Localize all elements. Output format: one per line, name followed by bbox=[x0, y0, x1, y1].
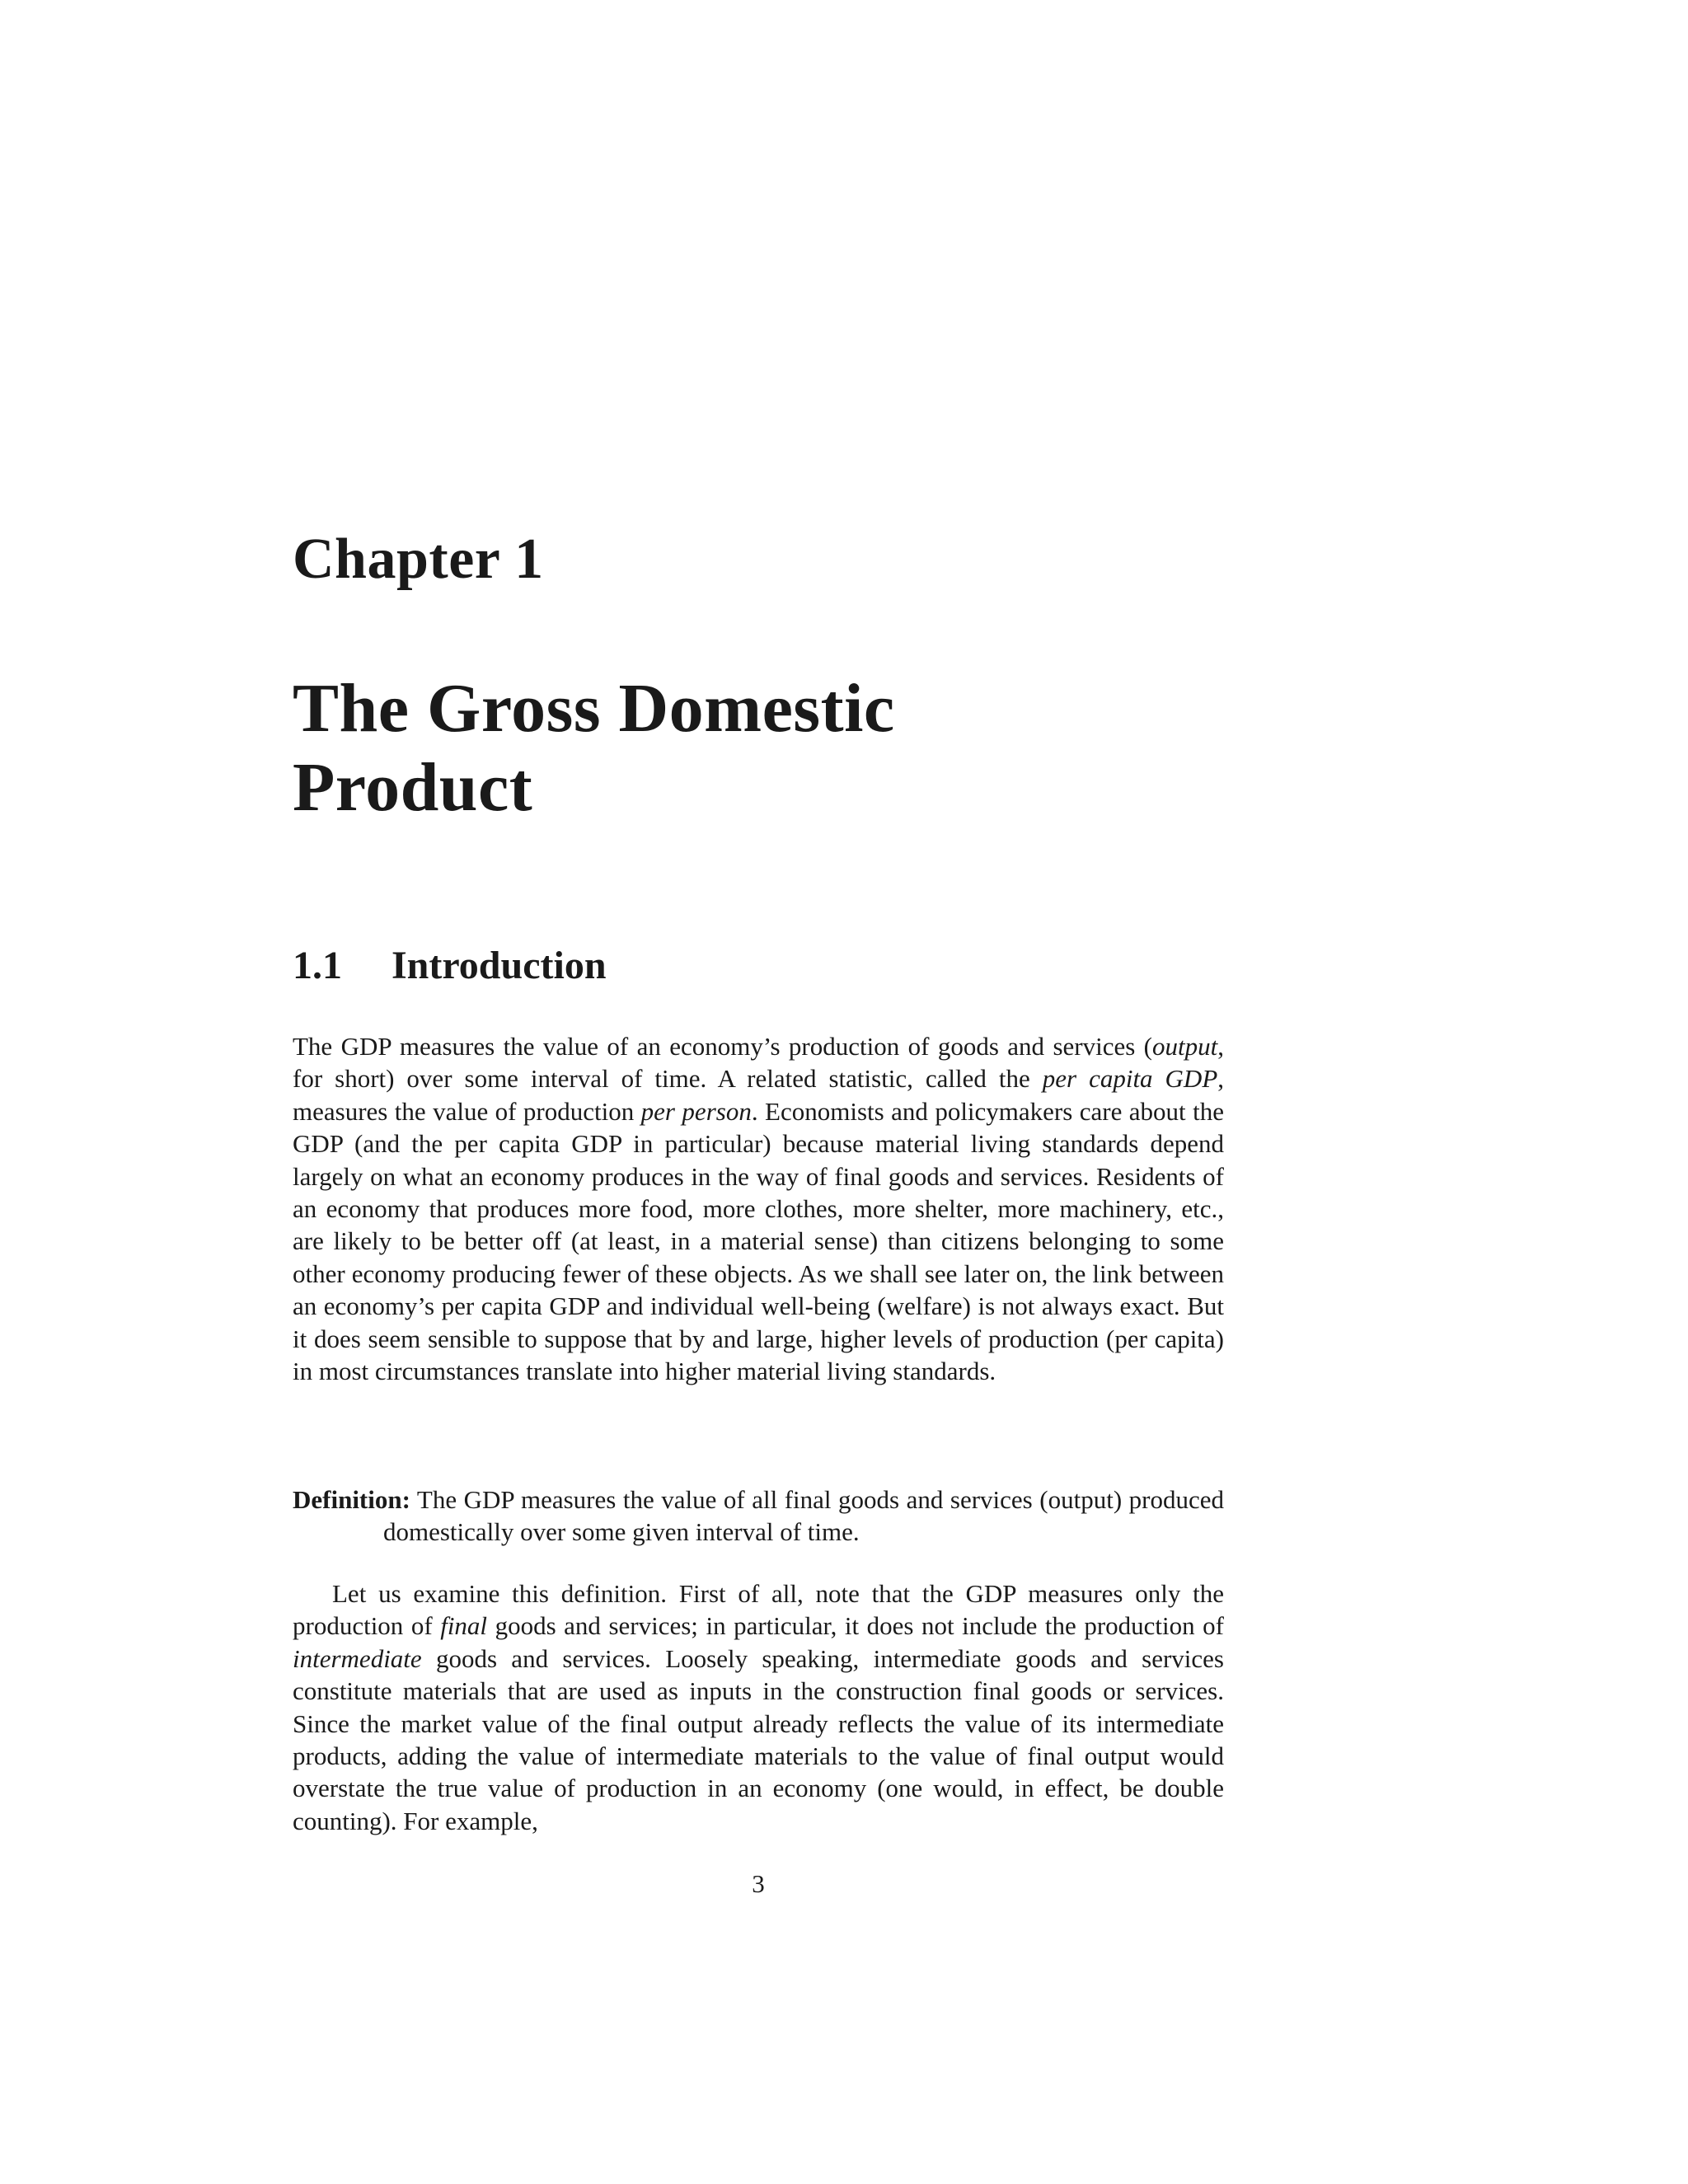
examine-paragraph bbox=[293, 1577, 1224, 1837]
section-heading bbox=[293, 942, 607, 990]
definition-block bbox=[293, 1483, 1224, 1549]
examine-term-intermediate: intermediate bbox=[293, 1643, 422, 1673]
intro-text-3: , measures the value of production bbox=[293, 1064, 1224, 1126]
intro-text-4: . Economists and policymakers care about the GDP (and the per capita GDP in particular) because material living standards depend largely on what an economy produces in the way of final goods and services. Residents of an economy that produces more food, more clothes, more shelter, more machinery, etc., are likely to be better off (at least, in a material sense) than citizens belonging to some other economy producing fewer of these objects. As we shall see later on, the link between an economy’s per capita GDP and individual well-being (welfare) is not always exact. But it does seem sensible to suppose that by and large, higher levels of production (per capita) in most circumstances translate into higher material living standards. bbox=[293, 1096, 1224, 1386]
definition-inner bbox=[293, 1483, 1224, 1549]
section-title: Introduction bbox=[392, 944, 607, 987]
examine-text-1: Let us examine this definition. First of all, note that the GDP measures only the production of bbox=[293, 1579, 1224, 1641]
intro-term-output: output bbox=[1152, 1032, 1218, 1061]
intro-text-2: , for short) over some interval of time. A related statistic, called the bbox=[293, 1032, 1224, 1094]
page-number: 3 bbox=[752, 1869, 765, 1898]
examine-term-final: final bbox=[440, 1611, 488, 1641]
intro-term-per-person: per person bbox=[640, 1096, 752, 1126]
chapter-label: Chapter 1 bbox=[293, 527, 544, 591]
chapter-title bbox=[293, 669, 895, 827]
intro-text-1: The GDP measures the value of an economy’s production of goods and services ( bbox=[293, 1032, 1153, 1061]
definition-label: Definition: bbox=[293, 1485, 410, 1514]
chapter-title-line1: The Gross Domestic bbox=[293, 670, 895, 747]
definition-text: The GDP measures the value of all final goods and services (output) produced domestically over some given interval of time. bbox=[383, 1485, 1224, 1547]
intro-term-per-capita-gdp: per capita GDP bbox=[1042, 1064, 1218, 1094]
examine-text-2: goods and services; in particular, it does not include the production of bbox=[487, 1611, 1224, 1641]
intro-paragraph bbox=[293, 1030, 1224, 1387]
book-page bbox=[293, 0, 1224, 2184]
section-number: 1.1 bbox=[293, 944, 342, 987]
chapter-title-line2: Product bbox=[293, 749, 533, 826]
examine-text-3: goods and services. Loosely speaking, intermediate goods and services constitute materials that are used as inputs in the construction final goods or services. Since the market value of the final output already reflects the value of its intermediate products, adding the value of intermediate materials to the value of final output would overstate the true value of production in an economy (one would, in effect, be double counting). For example, bbox=[293, 1643, 1224, 1835]
